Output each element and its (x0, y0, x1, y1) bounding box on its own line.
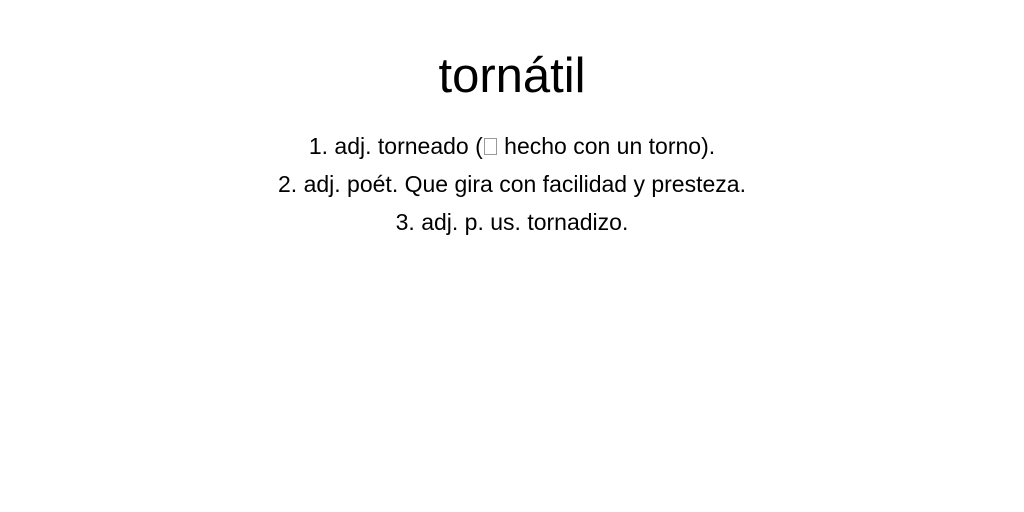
definition-list (0, 127, 1024, 241)
definition-item: 2. adj. poét. Que gira con facilidad y presteza. (278, 171, 746, 197)
definition-item: 3. adj. p. us. tornadizo. (395, 209, 629, 235)
definition-text-end: hecho con un torno). (497, 133, 716, 159)
definition-text-start: 1. adj. torneado ( (308, 133, 483, 159)
definition-item (0, 127, 1024, 165)
missing-glyph-box-icon (484, 138, 497, 155)
entry-headword: tornátil (438, 49, 586, 103)
